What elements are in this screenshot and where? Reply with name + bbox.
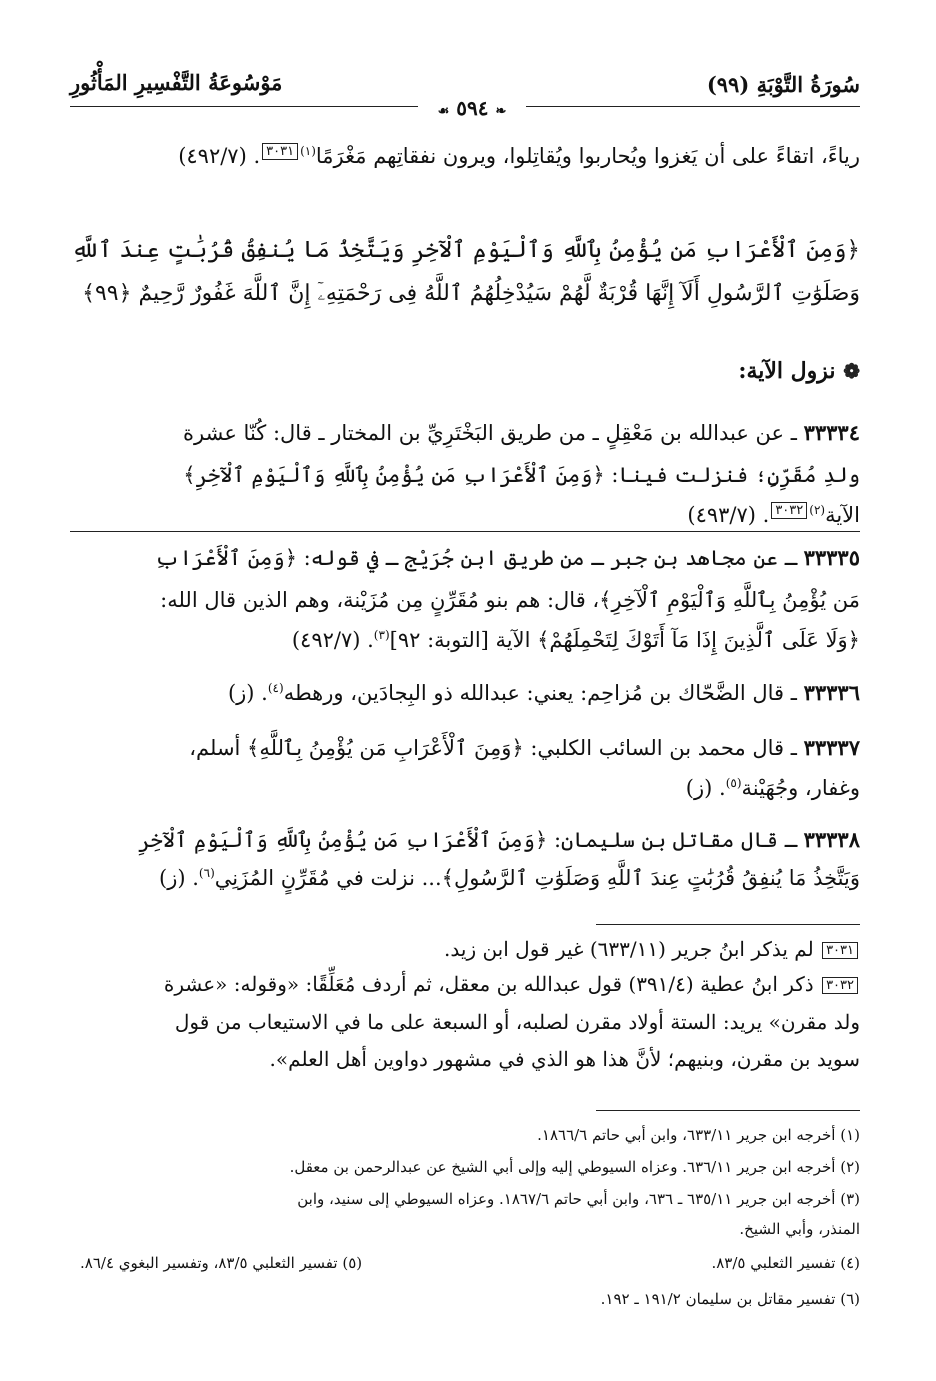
ornament-icon: ☙ [437,104,450,119]
verse-line-1: ﴿وَمِنَ ٱلْأَعْرَابِ مَن يُؤْمِنُ بِٱللَّهِ وَٱلْيَوْمِ ٱلْآخِرِ وَيَتَّخِذُ مَا يُنفِقُ قُرُبَٰتٍ عِندَ ٱللَّهِ [71,237,860,263]
reference: . (ز) [685,776,726,800]
footnote-3-cont: المنذر، وأبي الشيخ. [739,1220,860,1238]
footnote-1: (١) أخرجه ابن جرير ٦٣٣/١١، وابن أبي حاتم ١٨٦٦/٦. [537,1126,860,1144]
surah-title: سُورَةُ التَّوْبَةِ (٩٩) [706,72,860,97]
note-3032-line-2: ولد مقرن» يريد: الستة أولاد مقرن لصلبه، أو السبعة على ما في الاستيعاب من قول [174,1010,860,1034]
section-heading-text: نزول الآية: [738,358,836,384]
footnote-marker: (١) [300,144,316,158]
footnote-marker: (٥) [725,776,742,790]
book-title: مَوْسُوعَةُ التَّفْسِيرِ المَأْثُورِ [70,70,283,95]
entry-33336-line-1 [70,680,860,705]
entry-text: ﴿وَلَا عَلَى ٱلَّذِينَ إِذَا مَآ أَتَوْكَ لِتَحْمِلَهُمْ﴾ الآية [التوبة: ٩٢] [389,628,860,652]
entry-text: ـ قال محمد بن السائب الكلبي: ﴿وَمِنَ ٱلْأَعْرَابِ مَن يُؤْمِنُ بِٱللَّهِ﴾ أسلم، [189,736,797,760]
entry-number: ٣٣٣٣٨ [803,827,860,852]
entry-33335-line-3 [70,628,860,652]
entry-33335-line-2: مَن يُؤْمِنُ بِٱللَّهِ وَٱلْيَوْمِ ٱلْآخِرِ﴾، قال: هم بنو مُقَرِّنٍ مِن مُزَيْنة، وهم الذين قال الله: [160,588,860,612]
section-heading [70,358,860,384]
footnote-3: (٣) أخرجه ابن جرير ٦٣٥/١١ ـ ٦٣٦، وابن أبي حاتم ١٨٦٧/٦. وعزاه السيوطي إلى سنيد، وابن [297,1190,860,1208]
entry-33334-line-3 [70,503,860,527]
note-box: ٣٠٣٢ [822,977,858,994]
note-3032-line-1 [70,972,860,996]
note-box: ٣٠٣١ [262,143,298,160]
entry-33338-line-2 [70,866,860,890]
footnote-2: (٢) أخرجه ابن جرير ٦٣٦/١١. وعزاه السيوطي إليه وإلى أبي الشيخ عن عبدالرحمن بن معقل. [289,1158,860,1176]
verse-line-2: وَصَلَوَٰتِ ٱلرَّسُولِ أَلَآ إِنَّهَا قُرْبَةٌ لَّهُمْ سَيُدْخِلُهُمُ ٱللَّهُ فِى رَحْمَتِهِۦٓ إِنَّ ٱللَّهَ غَفُورٌ رَّحِيمٌ ﴿٩٩﴾ [82,281,860,306]
footnote-5: (٥) تفسير الثعلبي ٨٣/٥، وتفسير البغوي ٨٦/٤. [80,1254,363,1272]
entry-text: ـ قال مقاتل بن سليمان: ﴿وَمِنَ ٱلْأَعْرَابِ مَن يُؤْمِنُ بِٱللَّهِ وَٱلْيَوْمِ ٱلْآخِرِ [138,828,797,852]
note-box: ٣٠٣٢ [771,502,807,519]
entry-text: وَيَتَّخِذُ مَا يُنفِقُ قُرُبَٰتٍ عِندَ ٱللَّهِ وَصَلَوَٰتِ ٱلرَّسُولِ﴾... نزلت في مُقَرِّنٍ المُزَنِي [214,866,860,890]
flower-icon: ❁ [843,359,860,383]
reference: . (ز) [159,866,199,890]
notes-rule [596,924,860,925]
reference: . (٤٩٣/٧) [687,503,770,527]
reference: . (٤٩٢/٧) [178,144,261,168]
entry-text: ـ قال الضَّحّاك بن مُزاحِم: يعني: عبدالله ذو البِجادَين، ورهطه [283,681,797,705]
footnote-marker: (٦) [198,866,215,880]
reference: . (٤٩٢/٧) [291,628,374,652]
entry-33338-line-1 [70,827,860,852]
page-number-text: ٥٩٤ [456,96,489,120]
entry-text: ـ عن عبدالله بن مَعْقِلٍ ـ من طريق البَخْتَرِيِّ بن المختار ـ قال: كُنّا عشرة [183,421,797,445]
footnote-6: (٦) تفسير مقاتل بن سليمان ١٩١/٢ ـ ١٩٢. [600,1290,860,1308]
footnote-rule [596,1110,860,1111]
intro-text: رياءً، اتقاءً على أن يَغزوا ويُحاربوا ويُقاتِلوا، ويرون نفقاتِهم مَغْرَمًا [315,144,860,168]
entry-33337-line-2 [70,776,860,800]
entry-number: ٣٣٣٣٥ [803,545,860,570]
footnote-marker: (٤) [267,681,284,695]
entry-number: ٣٣٣٣٧ [803,735,860,760]
note-text: ذكر ابنُ عطية (٣٩١/٤) قول عبدالله بن معقل، ثم أردف مُعَلِّقًا: «وقوله: «عشرة [163,972,814,996]
entry-number: ٣٣٣٣٤ [803,420,860,445]
entry-separator [70,531,860,532]
note-3032-line-3: سويد بن مقرن، وبنيهم؛ لأنَّ هذا هو الذي في مشهور دواوين أهل العلم». [269,1047,860,1071]
footnote-marker: (٢) [809,503,826,517]
entry-text: وغفار، وجُهَيْنة [741,776,860,800]
entry-33334-line-1 [70,420,860,445]
entry-33334-line-2: ولدِ مُقَرِّنٍ؛ فنزلت فينا: ﴿وَمِنَ ٱلْأَعْرَابِ مَن يُؤْمِنُ بِٱللَّهِ وَٱلْيَوْمِ ٱلْآخِرِ﴾ [183,463,860,487]
note-3031 [70,937,860,961]
note-text: لم يذكر ابنُ جرير (٦٣٣/١١) غير قول ابن زيد. [444,937,814,961]
entry-text: ـ عن مجاهد بن جبر ـ من طريق ابن جُرَيْج ـ في قوله: ﴿وَمِنَ ٱلْأَعْرَابِ [154,546,797,570]
footnote-marker: (٣) [373,628,390,642]
page-number [418,96,526,120]
entry-text: الآية [825,503,860,527]
entry-number: ٣٣٣٣٦ [803,680,860,705]
entry-33335-line-1 [70,545,860,570]
reference: . (ز) [227,681,268,705]
entry-33337-line-1 [70,735,860,760]
ornament-icon: ❧ [495,104,507,119]
footnote-4: (٤) تفسير الثعلبي ٨٣/٥. [711,1254,860,1272]
intro-line [70,144,860,168]
note-box: ٣٠٣١ [822,942,858,959]
